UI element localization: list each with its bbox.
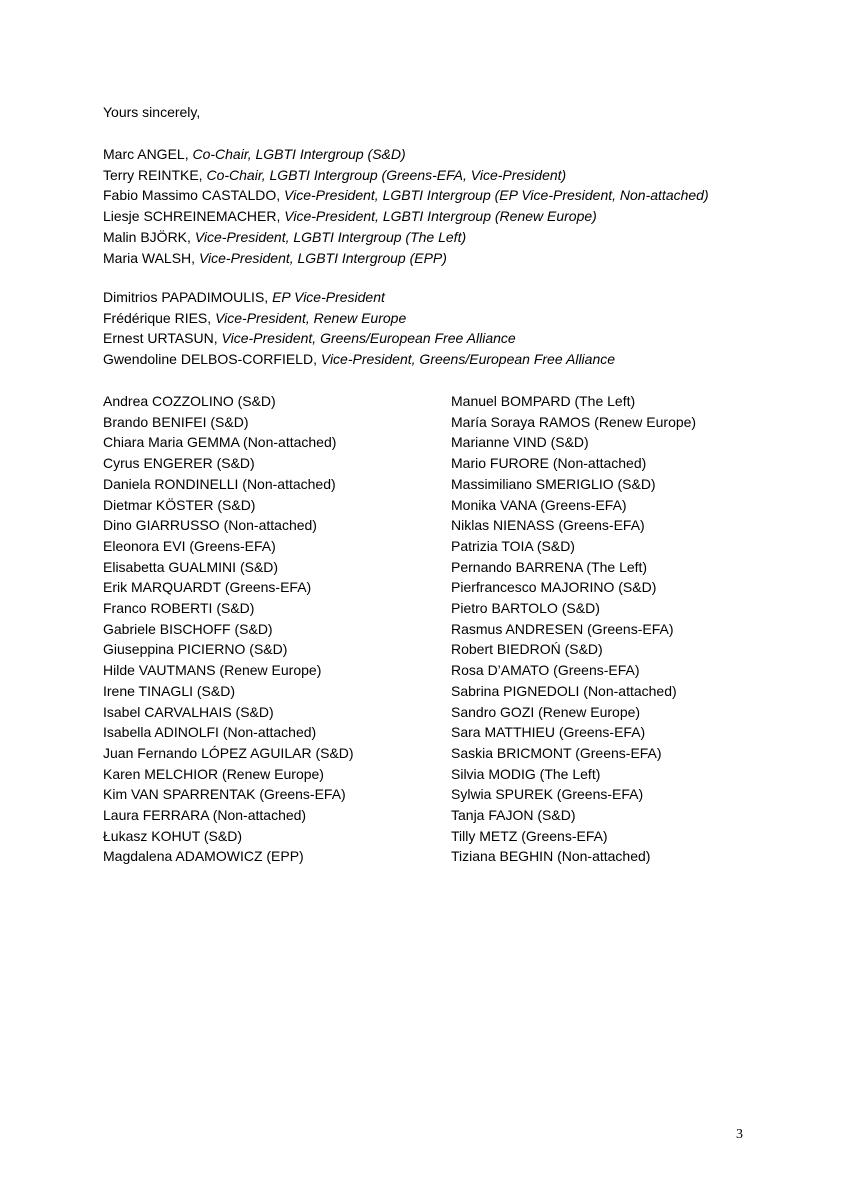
member-entry: Dietmar KÖSTER (S&D) [103, 496, 256, 513]
member-entry: Sara MATTHIEU (Greens-EFA) [451, 724, 646, 741]
signatory-role: Vice-President, Greens/European Free Alliance [320, 351, 616, 368]
member-entry: Mario FURORE (Non-attached) [451, 455, 647, 472]
signatory [103, 206, 709, 227]
signatory [103, 287, 615, 308]
member-entry: Sandro GOZI (Renew Europe) [451, 703, 641, 720]
signatory-name: Maria WALSH, [103, 249, 199, 266]
signatory-name: Fabio Massimo CASTALDO, [103, 187, 285, 204]
member-entry: Manuel BOMPARD (The Left) [451, 393, 636, 409]
signatory-role: EP Vice-President [272, 289, 385, 305]
member-entry: Cyrus ENGERER (S&D) [103, 455, 255, 472]
member-entry: Robert BIEDROŃ (S&D) [451, 641, 603, 658]
member-entry: Monika VANA (Greens-EFA) [451, 496, 627, 513]
member-entry: Giuseppina PICIERNO (S&D) [103, 641, 288, 658]
member-entry: Tanja FAJON (S&D) [451, 807, 576, 824]
member-entry: Rosa D’AMATO (Greens-EFA) [451, 662, 640, 679]
member-entry: Marianne VIND (S&D) [451, 434, 589, 451]
member-entry: Isabel CARVALHAIS (S&D) [103, 703, 274, 720]
signatory [103, 328, 615, 349]
signatory-role: Vice-President, LGBTI Intergroup (Renew Europe) [284, 208, 597, 225]
member-entry: Laura FERRARA (Non-attached) [103, 807, 307, 824]
member-entry: Massimiliano SMERIGLIO (S&D) [451, 475, 656, 492]
member-entry: Silvia MODIG (The Left) [451, 765, 601, 782]
member-entry: Łukasz KOHUT (S&D) [103, 827, 242, 844]
member-entry: Rasmus ANDRESEN (Greens-EFA) [451, 620, 674, 637]
intergroup-signatories [103, 144, 709, 268]
member-entry: Hilde VAUTMANS (Renew Europe) [103, 662, 322, 679]
member-entry: Pietro BARTOLO (S&D) [451, 600, 600, 617]
member-entry: Tiziana BEGHIN (Non-attached) [451, 848, 651, 865]
member-entry: Sylwia SPUREK (Greens-EFA) [451, 786, 644, 803]
member-entry: Sabrina PIGNEDOLI (Non-attached) [451, 682, 677, 699]
member-entry: Franco ROBERTI (S&D) [103, 600, 255, 617]
signatory-role: Vice-President, LGBTI Intergroup (The Left) [194, 228, 467, 245]
signatory [103, 185, 709, 206]
signatory-role: Vice-President, LGBTI Intergroup (EP Vice-President, Non-attached) [284, 187, 709, 204]
signatory-role: Vice-President, Greens/European Free Alliance [221, 330, 516, 347]
member-entry: Karen MELCHIOR (Renew Europe) [103, 765, 324, 782]
signatory [103, 248, 709, 269]
vice-president-signatories [103, 287, 615, 370]
signatory-role: Vice-President, LGBTI Intergroup (EPP) [198, 249, 447, 266]
signatory-role: Co-Chair, LGBTI Intergroup (Greens-EFA, Vice-President) [206, 166, 567, 183]
member-entry: María Soraya RAMOS (Renew Europe) [451, 413, 697, 430]
members-list-left [103, 391, 354, 867]
member-entry: Juan Fernando LÓPEZ AGUILAR (S&D) [103, 744, 354, 761]
signatory [103, 227, 709, 248]
signatory [103, 165, 709, 186]
member-entry: Eleonora EVI (Greens-EFA) [103, 537, 276, 554]
member-entry: Saskia BRICMONT (Greens-EFA) [451, 744, 662, 761]
member-entry: Pernando BARRENA (The Left) [451, 558, 648, 575]
member-entry: Niklas NIENASS (Greens-EFA) [451, 517, 645, 534]
signatory-name: Liesje SCHREINEMACHER, [103, 208, 285, 225]
member-entry: Chiara Maria GEMMA (Non-attached) [103, 434, 337, 451]
member-entry: Patrizia TOIA (S&D) [451, 537, 575, 554]
member-entry: Erik MARQUARDT (Greens-EFA) [103, 579, 312, 596]
member-entry: Gabriele BISCHOFF (S&D) [103, 620, 273, 637]
signatory-name: Dimitrios PAPADIMOULIS, [103, 289, 273, 305]
signatory [103, 349, 615, 370]
member-entry: Magdalena ADAMOWICZ (EPP) [103, 848, 304, 865]
signatory-name: Marc ANGEL, [103, 146, 193, 162]
signatory-role: Co-Chair, LGBTI Intergroup (S&D) [192, 146, 406, 162]
member-entry: Tilly METZ (Greens-EFA) [451, 827, 608, 844]
member-entry: Daniela RONDINELLI (Non-attached) [103, 475, 336, 492]
member-entry: Kim VAN SPARRENTAK (Greens-EFA) [103, 786, 346, 803]
closing-salutation: Yours sincerely, [103, 104, 201, 120]
member-entry: Andrea COZZOLINO (S&D) [103, 393, 276, 409]
signatory-name: Gwendoline DELBOS-CORFIELD, [103, 351, 321, 368]
signatory-name: Terry REINTKE, [103, 166, 207, 183]
member-entry: Brando BENIFEI (S&D) [103, 413, 249, 430]
signatory-name: Ernest URTASUN, [103, 330, 222, 347]
member-entry: Irene TINAGLI (S&D) [103, 682, 236, 699]
signatory [103, 144, 709, 165]
signatory [103, 308, 615, 329]
signatory-name: Malin BJÖRK, [103, 228, 195, 245]
member-entry: Elisabetta GUALMINI (S&D) [103, 558, 279, 575]
signatory-role: Vice-President, Renew Europe [215, 309, 407, 326]
member-entry: Isabella ADINOLFI (Non-attached) [103, 724, 317, 741]
signatory-name: Frédérique RIES, [103, 309, 216, 326]
member-entry: Dino GIARRUSSO (Non-attached) [103, 517, 317, 534]
members-list-right [451, 391, 696, 867]
member-entry: Pierfrancesco MAJORINO (S&D) [451, 579, 657, 596]
page-number: 3 [736, 1127, 743, 1142]
